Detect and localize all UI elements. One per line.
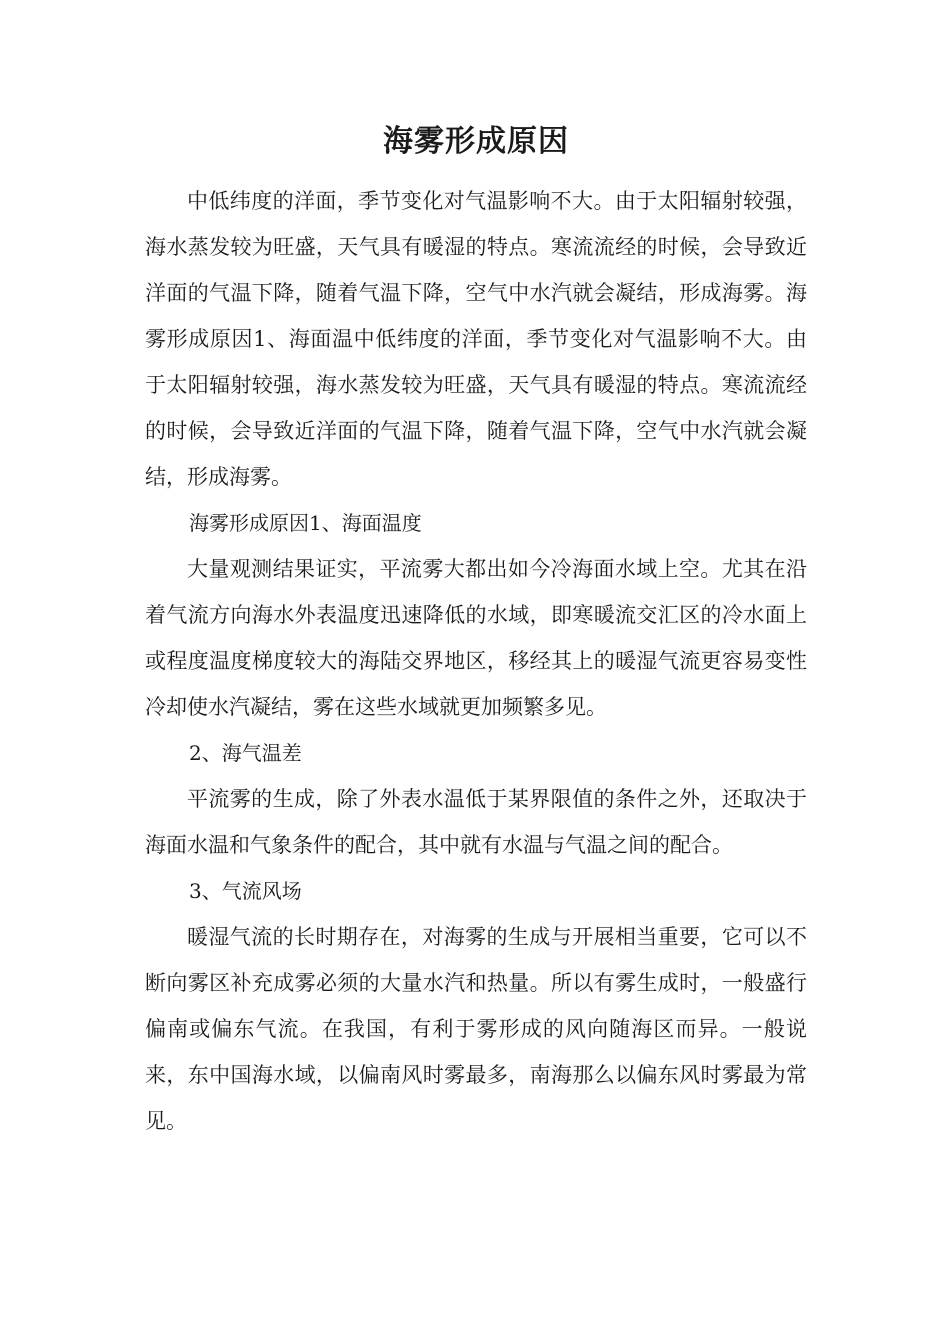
paragraph-airflow-wind-field: 暖湿气流的长时期存在，对海雾的生成与开展相当重要，它可以不断向雾区补充成雾必须的大量水汽和热量。所以有雾生成时，一般盛行偏南或偏东气流。在我国，有利于雾形成的风向随海区而异。一般说来，东中国海水域，以偏南风时雾最多，南海那么以偏东风时雾最为常见。 bbox=[145, 925, 807, 1133]
section-heading-airflow-wind-field: 3、气流风场 bbox=[189, 879, 302, 903]
document-title: 海雾形成原因 bbox=[383, 124, 569, 159]
section-heading-air-sea-temperature-difference: 2、海气温差 bbox=[189, 741, 302, 765]
paragraph-sea-surface-temperature: 大量观测结果证实，平流雾大都出如今冷海面水域上空。尤其在沿着气流方向海水外表温度迅速降低的水域，即寒暖流交汇区的冷水面上或程度温度梯度较大的海陆交界地区，移经其上的暖湿气流更容易变性冷却使水汽凝结，雾在这些水域就更加频繁多见。 bbox=[145, 557, 807, 719]
paragraph-intro: 中低纬度的洋面，季节变化对气温影响不大。由于太阳辐射较强，海水蒸发较为旺盛，天气具有暖湿的特点。寒流流经的时候，会导致近洋面的气温下降，随着气温下降，空气中水汽就会凝结，形成海雾。海雾形成原因1、海面温中低纬度的洋面，季节变化对气温影响不大。由于太阳辐射较强，海水蒸发较为旺盛，天气具有暖湿的特点。寒流流经的时候，会导致近洋面的气温下降，随着气温下降，空气中水汽就会凝结，形成海雾。 bbox=[145, 189, 807, 489]
document-body bbox=[145, 120, 807, 1144]
section-heading-sea-surface-temperature: 海雾形成原因1、海面温度 bbox=[189, 511, 422, 535]
paragraph-air-sea-temperature-difference: 平流雾的生成，除了外表水温低于某界限值的条件之外，还取决于海面水温和气象条件的配合，其中就有水温与气温之间的配合。 bbox=[145, 787, 807, 857]
